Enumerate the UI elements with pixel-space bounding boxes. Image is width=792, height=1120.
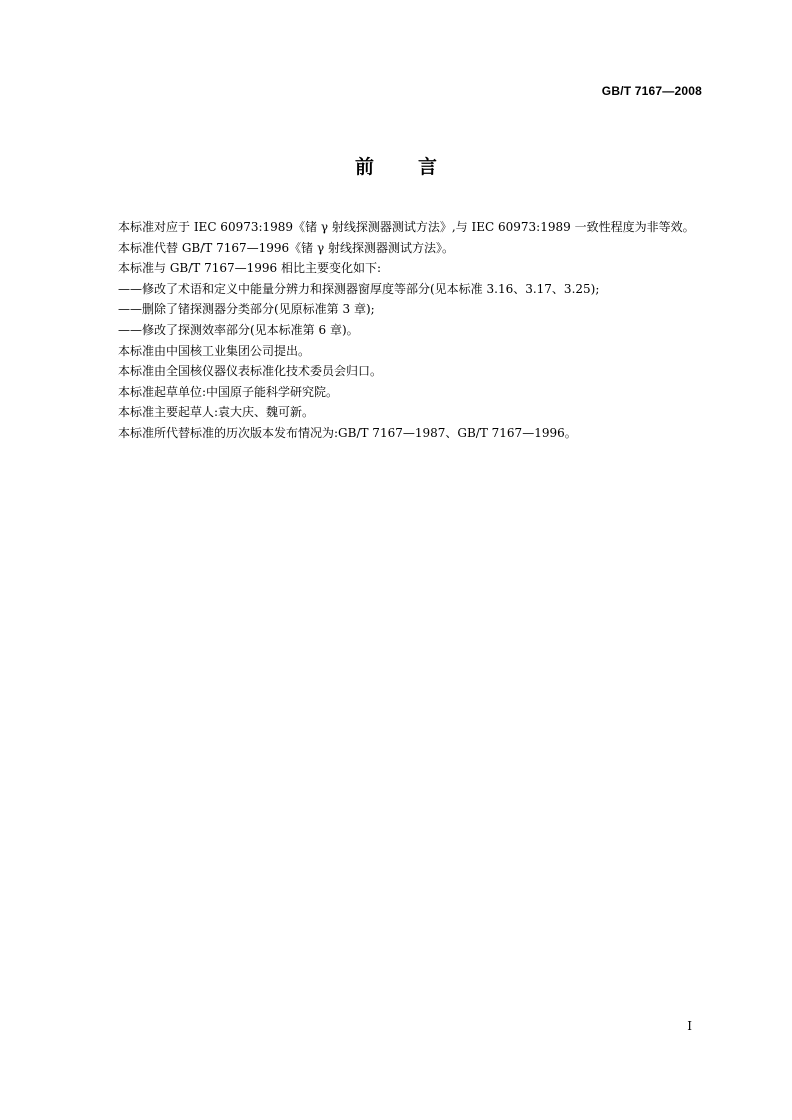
paragraph-proposed-by: 本标准由中国核工业集团公司提出。 bbox=[118, 343, 311, 358]
change-item: ——修改了术语和定义中能量分辨力和探测器窗厚度等部分(见本标准 3.16、3.17、3.25); bbox=[118, 281, 600, 296]
paragraph-correspondence: 本标准对应于 IEC 60973:1989《锗 γ 射线探测器测试方法》,与 IEC 60973:1989 一致性程度为非等效。 bbox=[118, 220, 695, 234]
change-item: ——删除了锗探测器分类部分(见原标准第 3 章); bbox=[118, 302, 375, 317]
page-number: I bbox=[687, 1019, 692, 1033]
change-item: ——修改了探测效率部分(见本标准第 6 章)。 bbox=[118, 322, 359, 337]
standard-code: GB/T 7167—2008 bbox=[601, 84, 702, 98]
foreword-body bbox=[89, 217, 705, 444]
paragraph-replaces: 本标准代替 GB/T 7167—1996《锗 γ 射线探测器测试方法》。 bbox=[118, 240, 454, 255]
paragraph-changes-intro: 本标准与 GB/T 7167—1996 相比主要变化如下: bbox=[118, 261, 382, 276]
paragraph-drafters: 本标准主要起草人:袁大庆、魏可新。 bbox=[118, 405, 315, 420]
paragraph-centralized-by: 本标准由全国核仪器仪表标准化技术委员会归口。 bbox=[118, 364, 383, 379]
paragraph-drafting-unit: 本标准起草单位:中国原子能科学研究院。 bbox=[118, 384, 339, 399]
paragraph-history: 本标准所代替标准的历次版本发布情况为:GB/T 7167—1987、GB/T 7167—1996。 bbox=[118, 425, 577, 440]
page-title: 前言 bbox=[354, 156, 481, 178]
